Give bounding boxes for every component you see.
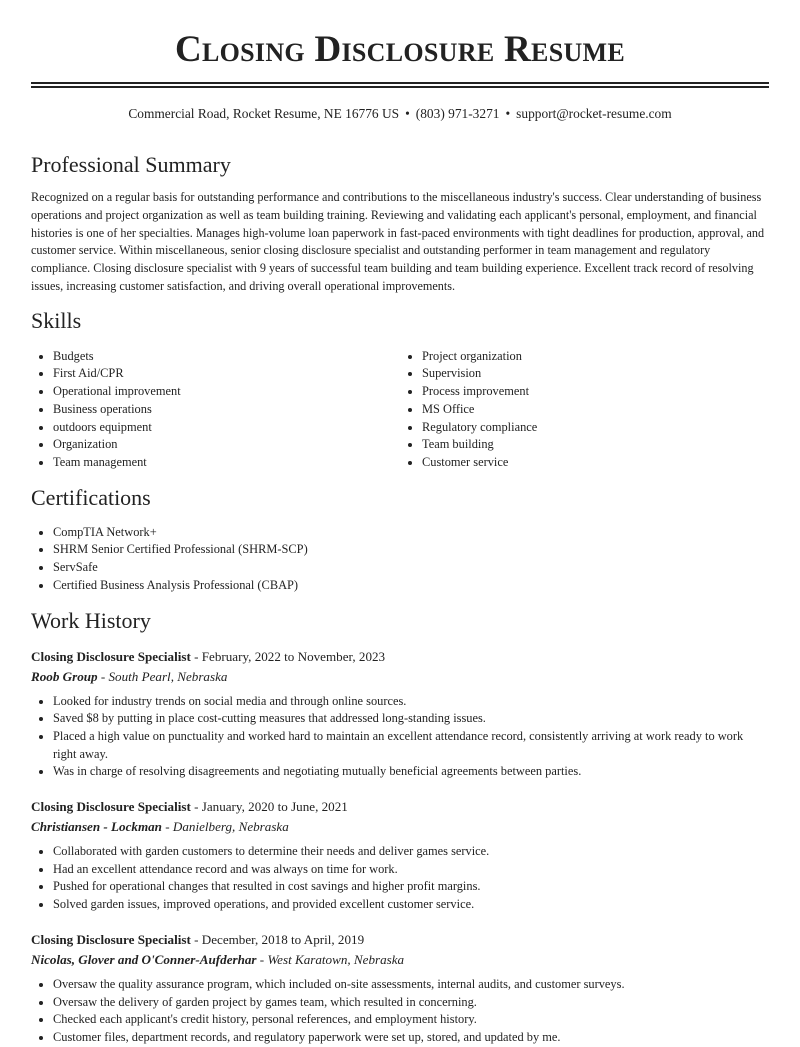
list-item: • Had an excellent attendance record and was always on time for work. [53,861,769,879]
job-title-line [31,797,769,817]
job-dates-separator: - [190,648,202,664]
list-item: • Operational improvement [53,383,400,401]
job-dates: January, 2020 to June, 2021 [201,799,348,815]
skills-column-left [31,348,400,472]
job-location: West Karatown, Nebraska [267,951,405,967]
work-history-list [31,647,769,1047]
skills-column-right [400,348,769,472]
job-company: Roob Group [31,668,98,684]
certifications-list [31,524,769,595]
contact-separator: • [505,106,511,121]
list-item: • ServSafe [53,559,769,577]
list-item: • Process improvement [422,383,769,401]
contact-separator: • [405,106,410,121]
list-item: • Project organization [422,348,769,366]
list-item: • Pushed for operational changes that resulted in cost savings and higher profit margins. [53,878,769,896]
contact-address: Commercial Road, Rocket Resume, NE 16776 US [128,106,400,121]
work-history-heading: Work History [31,607,151,633]
contact-email[interactable]: support@rocket-resume.com [516,106,672,121]
list-item: • outdoors equipment [53,419,400,437]
job-bullets [31,976,769,1047]
list-item: • Oversaw the delivery of garden project by games team, which resulted in concerning. [53,994,769,1012]
job-entry [31,797,769,914]
resume-title: Closing Disclosure Resume [174,29,626,70]
list-item: • Budgets [53,348,400,366]
job-entry [31,647,769,782]
list-item: • First Aid/CPR [53,365,400,383]
list-item: • Team building [422,436,769,454]
list-item: • CompTIA Network+ [53,524,769,542]
job-company-line [31,950,769,970]
contact-line [31,105,769,123]
job-location-separator: - [256,951,268,967]
job-entry [31,930,769,1047]
list-item: • Certified Business Analysis Professional (CBAP) [53,577,769,595]
list-item: • Saved $8 by putting in place cost-cutting measures that addressed long-standing issues. [53,710,769,728]
list-item: • Solved garden issues, improved operations, and provided excellent customer service. [53,896,769,914]
job-company-line [31,817,769,837]
summary-text: Recognized on a regular basis for outstanding performance and contributions to the miscellaneous industry's success. Clear understanding of business operations and project organization as well as team building training. Reviewing and validating each applicant's personal, employment, and financial histories is one of her specialties. Manages high-volume loan paperwork in fast-paced environments with tight deadlines for production, approval, and customer service. Within miscellaneous, senior closing disclosure specialist and outstanding performer in team management and regulatory compliance. Closing disclosure specialist with 9 years of successful team building and team building experience. Excellent track record of resolving issues, increasing customer satisfaction, and driving overall operational improvements. [31,190,765,293]
job-location-separator: - [161,819,173,835]
job-company-line [31,667,769,687]
list-item: • Placed a high value on punctuality and worked hard to maintain an excellent attendance record, consistently arriving at work ready to work right away. [53,728,769,763]
job-dates-separator: - [190,931,202,947]
skills-list [31,348,769,472]
summary-heading: Professional Summary [31,152,231,177]
skills-heading: Skills [31,307,82,333]
list-item: • Collaborated with garden customers to determine their needs and deliver games service. [53,843,769,861]
certifications-heading: Certifications [31,484,151,510]
job-role: Closing Disclosure Specialist [31,799,191,815]
job-location: Danielberg, Nebraska [172,819,289,835]
list-item: • Oversaw the quality assurance program, which included on-site assessments, internal audits, and customer surveys. [53,976,769,994]
list-item: • Checked each applicant's credit history, personal references, and employment history. [53,1011,769,1029]
list-item: • Customer service [422,454,769,472]
list-item: • Was in charge of resolving disagreements and negotiating mutually beneficial agreements between parties. [53,763,769,781]
title-divider [31,82,769,88]
list-item: • Regulatory compliance [422,419,769,437]
job-bullets [31,693,769,782]
job-location: South Pearl, Nebraska [108,668,228,684]
list-item: • Organization [53,436,400,454]
list-item: • Customer files, department records, and regulatory paperwork were set up, stored, and updated by me. [53,1029,769,1047]
job-dates: February, 2022 to November, 2023 [201,648,386,664]
list-item: • SHRM Senior Certified Professional (SHRM-SCP) [53,541,769,559]
list-item: • MS Office [422,401,769,419]
job-title-line [31,647,769,667]
job-role: Closing Disclosure Specialist [31,648,191,664]
job-title-line [31,930,769,950]
job-company: Nicolas, Glover and O'Conner-Aufderhar [31,951,257,967]
list-item: • Team management [53,454,400,472]
contact-phone: (803) 971-3271 [415,106,500,121]
job-location-separator: - [97,668,109,684]
job-company: Christiansen - Lockman [31,819,162,835]
job-bullets [31,843,769,914]
job-role: Closing Disclosure Specialist [31,931,191,947]
list-item: • Looked for industry trends on social media and through online sources. [53,693,769,711]
list-item: • Supervision [422,365,769,383]
job-dates-separator: - [190,799,202,815]
list-item: • Business operations [53,401,400,419]
job-dates: December, 2018 to April, 2019 [201,931,365,947]
